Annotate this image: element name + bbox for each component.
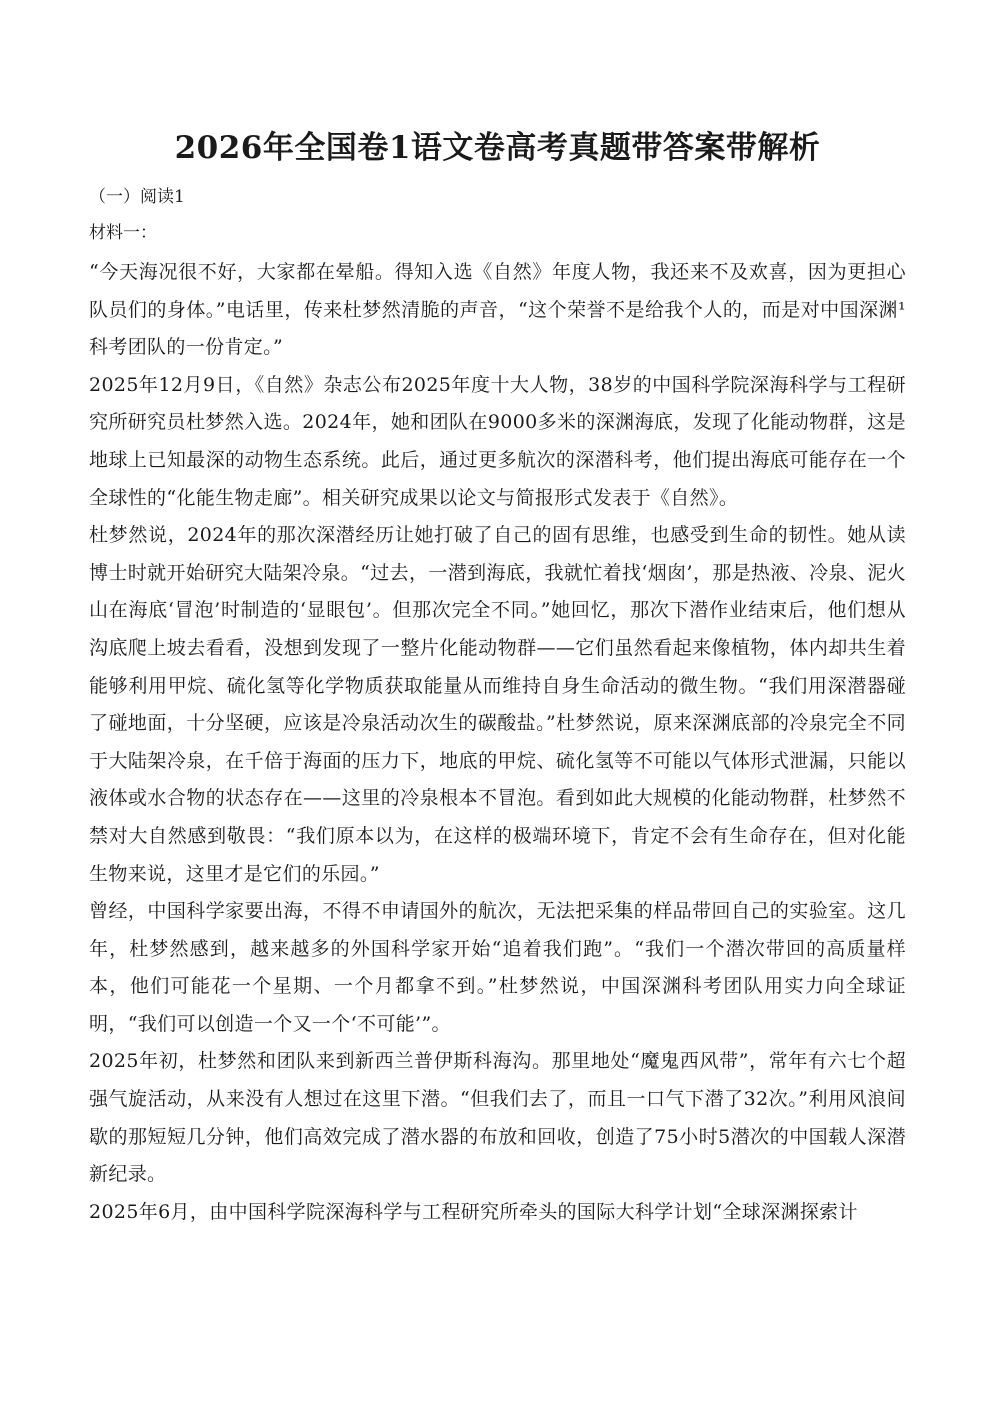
paragraph: “今天海况很不好，大家都在晕船。得知入选《自然》年度人物，我还来不及欢喜，因为更担心队员们的身体。”电话里，传来杜梦然清脆的声音，“这个荣誉不是给我个人的，而是对中国深渊¹科考团队的一份肯定。” <box>89 261 906 359</box>
paragraph: 曾经，中国科学家要出海，不得不申请国外的航次，无法把采集的样品带回自己的实验室。这几年，杜梦然感到，越来越多的外国科学家开始“追着我们跑”。“我们一个潜次带回的高质量样本，他们可能花一个星期、一个月都拿不到。”杜梦然说，中国深渊科考团队用实力向全球证明，“我们可以创造一个又一个‘不可能’”。 <box>89 900 906 1035</box>
paragraph: 杜梦然说，2024年的那次深潜经历让她打破了自己的固有思维，也感受到生命的韧性。她从读博士时就开始研究大陆架冷泉。“过去，一潜到海底，我就忙着找‘烟囱’，那是热液、冷泉、泥火山在海底‘冒泡’时制造的‘显眼包’。但那次完全不同。”她回忆，那次下潜作业结束后，他们想从沟底爬上坡去看看，没想到发现了一整片化能动物群——它们虽然看起来像植物，体内却共生着能够利用甲烷、硫化氢等化学物质获取能量从而维持自身生命活动的微生物。“我们用深潜器碰了碰地面，十分坚硬，应该是冷泉活动次生的碳酸盐。”杜梦然说，原来深渊底部的冷泉完全不同于大陆架冷泉，在千倍于海面的压力下，地底的甲烷、硫化氢等不可能以气体形式泄漏，只能以液体或水合物的状态存在——这里的冷泉根本不冒泡。看到如此大规模的化能动物群，杜梦然不禁对大自然感到敬畏：“我们原本以为，在这样的极端环境下，肯定不会有生命存在，但对化能生物来说，这里才是它们的乐园。” <box>89 524 906 885</box>
paragraph: 2025年初，杜梦然和团队来到新西兰普伊斯科海沟。那里地处“魔鬼西风带”，常年有六七个超强气旋活动，从来没有人想过在这里下潜。“但我们去了，而且一口气下潜了32次。”利用风浪间歇的那短短几分钟，他们高效完成了潜水器的布放和回收，创造了75小时5潜次的中国载人深潜新纪录。 <box>89 1050 906 1186</box>
material-label: 材料一： <box>89 223 157 243</box>
section-heading: （一）阅读1 <box>89 187 185 207</box>
paragraph: 2025年12月9日，《自然》杂志公布2025年度十大人物，38岁的中国科学院深海科学与工程研究所研究员杜梦然入选。2024年，她和团队在9000多米的深渊海底，发现了化能动物群，这是地球上已知最深的动物生态系统。此后，通过更多航次的深潜科考，他们提出海底可能存在一个全球性的“化能生物走廊”。相关研究成果以论文与简报形式发表于《自然》。 <box>89 373 906 509</box>
document-title: 2026年全国卷1语文卷高考真题带答案带解析 <box>174 130 821 166</box>
paragraph: 2025年6月，由中国科学院深海科学与工程研究所牵头的国际大科学计划“全球深渊探索计 <box>89 1200 858 1223</box>
